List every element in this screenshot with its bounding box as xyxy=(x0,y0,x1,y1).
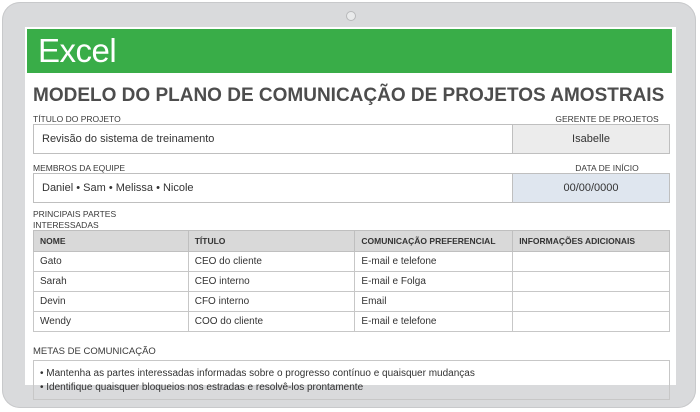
manager-value: Isabelle xyxy=(572,133,610,145)
column-header-title[interactable]: TÍTULO xyxy=(188,231,355,252)
project-title-value: Revisão do sistema de treinamento xyxy=(42,133,215,145)
table-cell[interactable]: E-mail e Folga xyxy=(355,272,513,292)
table-row xyxy=(34,292,670,312)
start-date-label: DATA DE INÍCIO xyxy=(575,163,639,173)
table-cell[interactable]: E-mail e telefone xyxy=(355,252,513,272)
goals-box[interactable] xyxy=(33,360,670,400)
start-date-field[interactable] xyxy=(512,173,670,203)
table-header-row xyxy=(34,231,670,252)
excel-logo: Excel xyxy=(38,32,117,69)
table-cell[interactable]: Wendy xyxy=(34,312,189,332)
list-item: • Identifique quaisquer bloqueios nos estradas e resolvê-los prontamente xyxy=(40,382,364,393)
table-cell[interactable] xyxy=(513,272,670,292)
stakeholders-label-line2: INTERESSADAS xyxy=(33,220,99,230)
table-cell[interactable]: E-mail e telefone xyxy=(355,312,513,332)
table-cell[interactable]: Gato xyxy=(34,252,189,272)
table-cell[interactable]: COO do cliente xyxy=(188,312,355,332)
start-date-value: 00/00/0000 xyxy=(563,182,619,194)
team-label: MEMBROS DA EQUIPE xyxy=(33,163,126,173)
page-title: MODELO DO PLANO DE COMUNICAÇÃO DE PROJETOS AMOSTRAIS xyxy=(33,85,665,106)
column-header-additional-info[interactable]: INFORMAÇÕES ADICIONAIS xyxy=(513,231,670,252)
project-title-label: TÍTULO DO PROJETO xyxy=(33,114,121,124)
table-row xyxy=(34,252,670,272)
tablet-frame xyxy=(2,2,696,408)
goals-label: METAS DE COMUNICAÇÃO xyxy=(33,346,156,357)
app-banner xyxy=(27,29,672,73)
table-cell[interactable] xyxy=(513,292,670,312)
table-cell[interactable]: CEO interno xyxy=(188,272,355,292)
team-value: Daniel • Sam • Melissa • Nicole xyxy=(42,182,194,194)
manager-label: GERENTE DE PROJETOS xyxy=(555,114,659,124)
project-title-field[interactable] xyxy=(33,124,513,154)
table-row xyxy=(34,312,670,332)
stakeholders-table xyxy=(33,230,670,332)
table-cell[interactable]: Devin xyxy=(34,292,189,312)
table-cell[interactable]: CEO do cliente xyxy=(188,252,355,272)
column-header-name[interactable]: NOME xyxy=(34,231,189,252)
table-cell[interactable]: Email xyxy=(355,292,513,312)
screen xyxy=(25,27,676,393)
table-cell[interactable]: Sarah xyxy=(34,272,189,292)
table-cell[interactable] xyxy=(513,312,670,332)
table-cell[interactable] xyxy=(513,252,670,272)
list-item: • Mantenha as partes interessadas informadas sobre o progresso contínuo e quaisquer mudanças xyxy=(40,368,475,379)
manager-field[interactable] xyxy=(512,124,670,154)
team-field[interactable] xyxy=(33,173,513,203)
column-header-communication[interactable]: COMUNICAÇÃO PREFERENCIAL xyxy=(355,231,513,252)
stakeholders-label: PRINCIPAIS PARTES xyxy=(33,209,117,219)
table-cell[interactable]: CFO interno xyxy=(188,292,355,312)
camera-icon xyxy=(346,11,356,21)
table-row xyxy=(34,272,670,292)
